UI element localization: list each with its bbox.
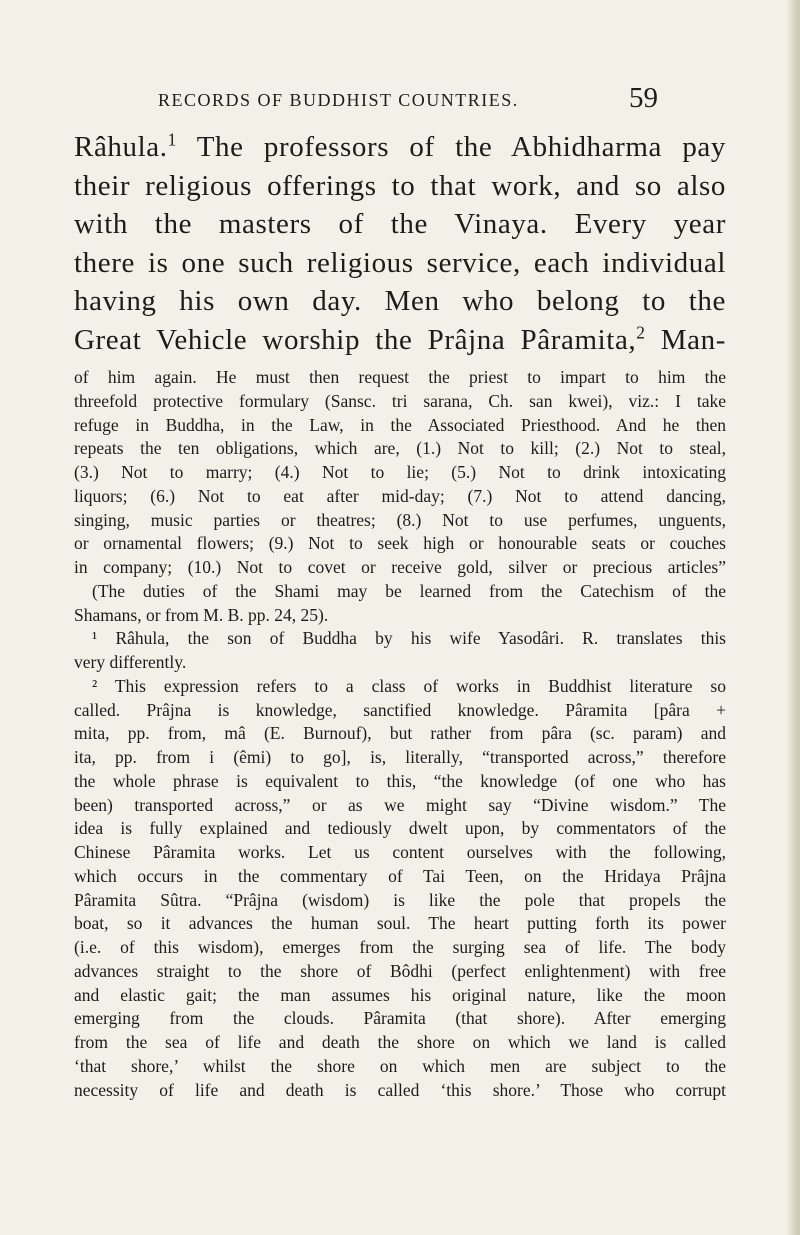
footnote-marker: 2 bbox=[636, 322, 646, 343]
footnote-line: liquors; (6.) Not to eat after mid-day; (7.) Not to attend dancing, bbox=[74, 485, 726, 506]
footnote-line: Shamans, or from M. B. pp. 24, 25). bbox=[74, 604, 329, 625]
main-line: with the masters of the Vinaya. Every year bbox=[74, 208, 726, 241]
footnote-line: (3.) Not to marry; (4.) Not to lie; (5.) Not to drink intoxicating bbox=[74, 462, 726, 482]
footnotes bbox=[74, 366, 726, 1102]
page-header bbox=[158, 82, 658, 116]
footnote-line: from the sea of life and death the shore on which we land is called bbox=[74, 1032, 726, 1052]
footnote-line: the whole phrase is equivalent to this, “the knowledge (of one who has bbox=[74, 770, 726, 791]
footnote-marker: 1 bbox=[167, 129, 177, 150]
footnote-line: (The duties of the Shami may be learned from the Catechism of the bbox=[92, 580, 726, 601]
footnote-line: boat, so it advances the human soul. The heart putting forth its power bbox=[74, 913, 726, 934]
footnote-line: of him again. He must then request the priest to impart to him the bbox=[74, 367, 726, 387]
footnote-line: or ornamental flowers; (9.) Not to seek high or honourable seats or couches bbox=[74, 533, 726, 554]
footnote-line: refuge in Buddha, in the Law, in the Associated Priesthood. And he then bbox=[74, 414, 726, 435]
footnote-line: necessity of life and death is called ‘this shore.’ Those who corrupt bbox=[74, 1079, 726, 1100]
footnote-1-start: ¹ Râhula, the son of Buddha by his wife Yasodâri. R. translates this bbox=[92, 628, 726, 649]
footnote-line: advances straight to the shore of Bôdhi (perfect enlightenment) with free bbox=[74, 960, 726, 981]
footnote-line: emerging from the clouds. Pâramita (that shore). After emerging bbox=[74, 1008, 726, 1029]
footnote-line: in company; (10.) Not to covet or receive gold, silver or precious articles” bbox=[74, 557, 726, 577]
footnote-line: (i.e. of this wisdom), emerges from the surging sea of life. The body bbox=[74, 937, 726, 957]
footnote-2-start: ² This expression refers to a class of works in Buddhist literature so bbox=[92, 675, 726, 696]
footnote-line: been) transported across,” or as we might say “Divine wisdom.” The bbox=[74, 794, 726, 815]
main-line: their religious offerings to that work, and so also bbox=[74, 169, 726, 202]
footnote-line: ita, pp. from i (êmi) to go], is, literally, “transported across,” therefore bbox=[74, 747, 726, 767]
footnote-line: which occurs in the commentary of Tai Teen, on the Hridaya Prâjna bbox=[74, 865, 726, 886]
main-line: having his own day. Men who belong to the bbox=[74, 285, 726, 318]
footnote-line: singing, music parties or theatres; (8.) Not to use perfumes, unguents, bbox=[74, 509, 726, 530]
footnote-line: ‘that shore,’ whilst the shore on which men are subject to the bbox=[74, 1055, 726, 1076]
main-line: there is one such religious service, each individual bbox=[74, 246, 726, 279]
main-line: Râhula.$^1$ The professors of the Abhidharma pay bbox=[74, 129, 726, 163]
footnote-line: Pâramita Sûtra. “Prâjna (wisdom) is like the pole that propels the bbox=[74, 889, 726, 910]
footnote-line: called. Prâjna is knowledge, sanctified knowledge. Pâramita [pâra + bbox=[74, 699, 726, 720]
page-number: 59 bbox=[629, 82, 658, 114]
footnote-line: threefold protective formulary (Sansc. tri sarana, Ch. san kwei), viz.: I take bbox=[74, 390, 726, 411]
footnote-line: very differently. bbox=[74, 652, 187, 672]
main-text bbox=[74, 128, 726, 360]
footnote-line: and elastic gait; the man assumes his original nature, like the moon bbox=[74, 984, 726, 1005]
footnote-line: idea is fully explained and tediously dwelt upon, by commentators of the bbox=[74, 818, 726, 839]
footnote-line: repeats the ten obligations, which are, (1.) Not to kill; (2.) Not to steal, bbox=[74, 438, 726, 459]
footnote-line: mita, pp. from, mâ (E. Burnouf), but rather from pâra (sc. param) and bbox=[74, 723, 726, 744]
running-title: RECORDS OF BUDDHIST COUNTRIES. bbox=[158, 90, 519, 110]
footnote-line: Chinese Pâramita works. Let us content ourselves with the following, bbox=[74, 842, 726, 862]
page-edge-shadow bbox=[786, 0, 800, 1235]
main-line: Great Vehicle worship the Prâjna Pâramita,$^2$ Man- bbox=[74, 322, 726, 356]
